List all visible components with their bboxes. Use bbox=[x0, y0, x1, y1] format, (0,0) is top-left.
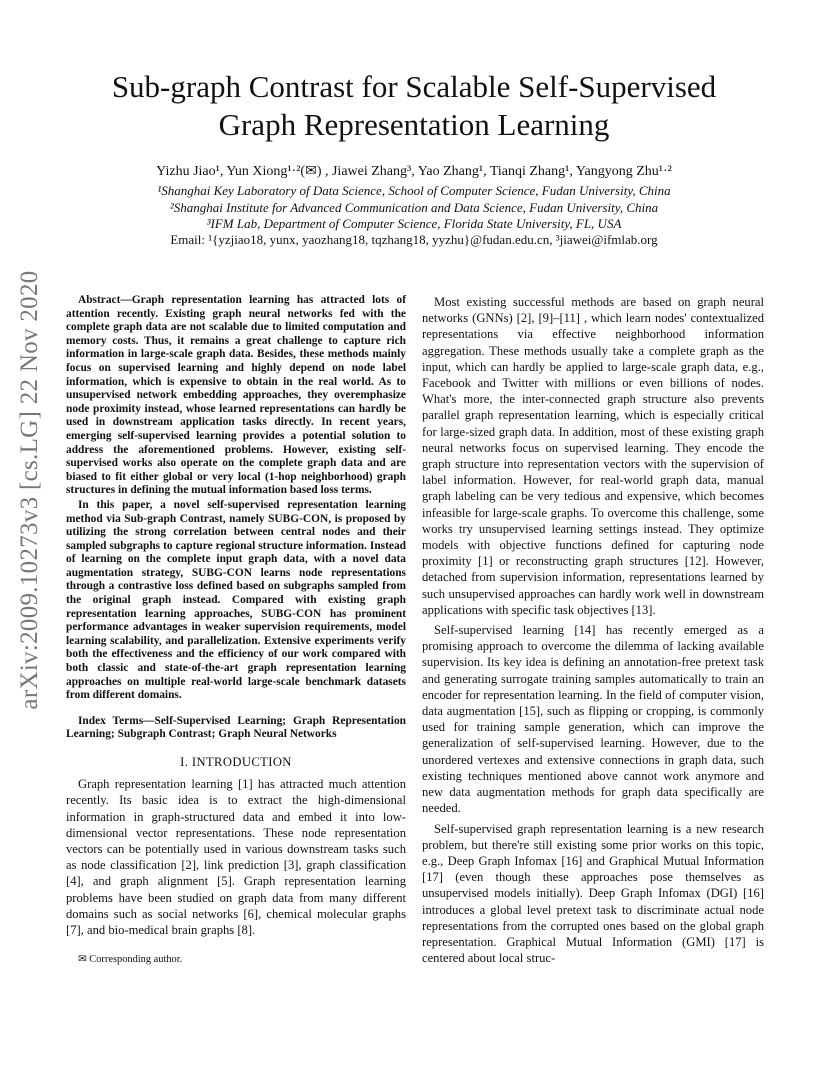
affiliation-1: ¹Shanghai Key Laboratory of Data Science, School of Computer Science, Fudan University, China bbox=[157, 183, 671, 198]
intro-paragraph-4: Self-supervised graph representation learning is a new research problem, but there're still existing some prior works on this topic, e.g., Deep Graph Infomax [16] and Graphical Mutual Information [17] (even though these approaches pose themselves as unsupervised models initially). Deep Graph Infomax (DGI) [16] introduces a global level pretext task to discriminate actual node representations from the corrupted ones based on the global graph representation. Graphical Mutual Information (GMI) [17] is centered about local struc- bbox=[422, 821, 764, 966]
title-line-2: Graph Representation Learning bbox=[218, 107, 610, 142]
section-heading-introduction: I. INTRODUCTION bbox=[180, 755, 292, 769]
paper-title bbox=[60, 68, 768, 144]
arxiv-id: arXiv:2009.10273v3 [cs.LG] 22 Nov 2020 bbox=[16, 270, 43, 710]
intro-paragraph-1: Graph representation learning [1] has attracted much attention recently. Its basic idea is to extract the high-dimensional information in graph-structured data and embed it into low-dimensional vector representations. These node representation vectors can be potentially used in various downstream tasks such as node classification [2], link prediction [3], graph classification [4], and graph alignment [5]. Graph representation learning problems have been studied on graph data from many different domains such as social networks [6], chemical molecular graphs [7], and bio-medical brain graphs [8]. bbox=[66, 777, 406, 938]
author-list: Yizhu Jiao¹, Yun Xiong¹·²(✉) , Jiawei Zhang³, Yao Zhang¹, Tianqi Zhang¹, Yangyong Zhu¹·² bbox=[156, 164, 672, 179]
intro-paragraph-3: Self-supervised learning [14] has recently emerged as a promising approach to overcome the dilemma of lacking available supervision. Its key idea is defining an annotation-free pretext task and generating surrogate training samples automatically to train an encoder for representation learning. In the field of computer vision, data augmentation [15], such as flipping or cropping, is commonly used for training sample generation, which can improve the generalization of self-supervised learning. However, due to the unordered vertexes and extensive connections in graph data, such existing techniques mentioned above cannot work anymore and new data augmentation methods for graph data specifically are needed. bbox=[422, 623, 764, 816]
author-emails: Email: ¹{yzjiao18, yunx, yaozhang18, tqzhang18, yyzhu}@fudan.edu.cn, ³jiawei@ifmlab.org bbox=[170, 232, 658, 247]
affiliation-3: ³IFM Lab, Department of Computer Science, Florida State University, FL, USA bbox=[206, 216, 622, 231]
abstract-paragraph-1: Abstract—Graph representation learning has attracted lots of attention recently. Existing graph neural networks fed with the complete graph data are not scalable due to limited computation and memory costs. Thus, it remains a great challenge to capture rich information in large-scale graph data. Besides, these methods mainly focus on supervised learning and highly depend on node label information, which is expensive to obtain in the real world. As to unsupervised network embedding approaches, they overemphasize node proximity instead, whose learned representations can hardly be used in downstream application tasks directly. In recent years, emerging self-supervised learning provides a potential solution to address the aforementioned problems. However, existing self-supervised works also operate on the complete graph data and are biased to fit either global or very local (1-hop neighborhood) graph structures in defining the mutual information based loss terms. bbox=[66, 294, 406, 497]
abstract-paragraph-2: In this paper, a novel self-supervised representation learning method via Sub-graph Contrast, namely SUBG-CON, is proposed by utilizing the strong correlation between central nodes and their sampled subgraphs to capture regional structure information. Instead of learning on the complete input graph data, with a novel data augmentation strategy, SUBG-CON learns node representations through a contrastive loss defined based on subgraphs sampled from the original graph instead. Compared with existing graph representation learning approaches, SUBG-CON has prominent performance advantages in weaker supervision requirements, model learning scalability, and parallelization. Extensive experiments verify both the effectiveness and the efficiency of our work compared with both classic and state-of-the-art graph representation learning approaches on multiple real-world large-scale benchmark datasets from different domains. bbox=[66, 498, 406, 702]
index-terms: Index Terms—Self-Supervised Learning; Graph Representation Learning; Subgraph Contrast; Graph Neural Networks bbox=[66, 714, 406, 741]
affiliation-2: ²Shanghai Institute for Advanced Communication and Data Science, Fudan University, China bbox=[169, 200, 659, 215]
arxiv-sidebar bbox=[10, 270, 50, 710]
intro-paragraph-2: Most existing successful methods are based on graph neural networks (GNNs) [2], [9]–[11] , which learn nodes' contextualized representations via effective neighborhood information aggregation. These methods usually take a complete graph as the input, which can hardly be applied to large-scale graph data, e.g., Facebook and Twitter with millions or even billions of nodes. What's more, the inter-connected graph structure also prevents parallel graph representation learning, which is especially critical for large-sized graph data. In addition, most of these existing graph neural networks focus on supervised learning. They encode the graph structure into representation vectors with the supervision of label information. However, for real-world graph data, manual graph labeling can be very tedious and expensive, which becomes infeasible for large-scale graphs. To overcome this challenge, some works try unsupervised learning settings instead. They optimize models with objective functions defined for capturing node proximity [1] or reconstructing graph structures [12]. However, detached from supervision information, representations learned by such unsupervised approaches can hardly work well in downstream applications with specific task objectives [13]. bbox=[422, 295, 764, 617]
footnote-corresponding-author: ✉ Corresponding author. bbox=[78, 954, 183, 966]
left-column bbox=[66, 294, 406, 968]
right-column bbox=[422, 294, 764, 966]
title-line-1: Sub-graph Contrast for Scalable Self-Supervised bbox=[111, 69, 717, 104]
